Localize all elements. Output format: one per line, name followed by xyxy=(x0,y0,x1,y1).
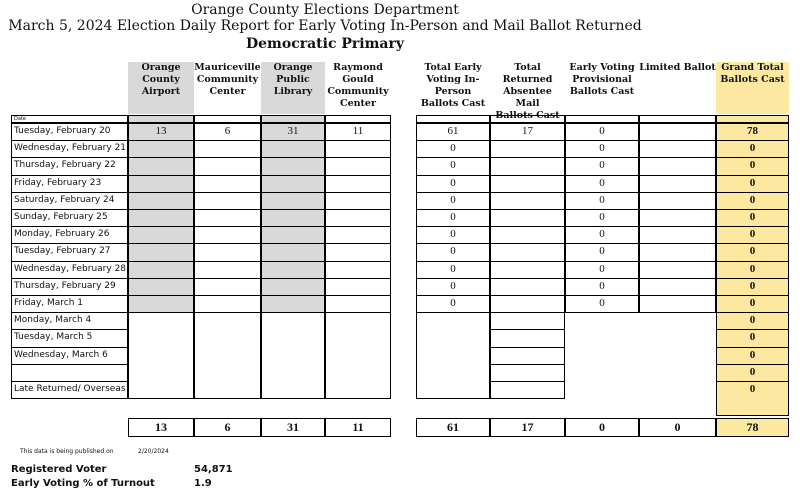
table-cell xyxy=(194,329,261,347)
table-cell: 0 xyxy=(716,192,789,210)
column-header: Limited Ballot xyxy=(639,62,716,73)
table-cell xyxy=(639,261,716,279)
turnout-value: 1.9 xyxy=(194,478,212,489)
column-header: Orange County Airport xyxy=(128,62,194,114)
table-cell: 0 xyxy=(565,226,639,244)
table-cell xyxy=(565,329,639,347)
table-cell xyxy=(639,364,716,382)
table-cell xyxy=(490,261,565,279)
table-cell xyxy=(325,278,391,296)
table-cell xyxy=(261,347,325,365)
total-cell: 11 xyxy=(325,418,391,437)
table-cell xyxy=(194,295,261,313)
table-cell xyxy=(194,278,261,296)
table-cell: 0 xyxy=(716,329,789,347)
table-cell: 0 xyxy=(565,209,639,227)
table-cell: 0 xyxy=(716,140,789,158)
row-date-label: Thursday, February 22 xyxy=(11,157,128,175)
table-cell xyxy=(194,209,261,227)
table-cell xyxy=(325,192,391,210)
table-cell: 0 xyxy=(716,226,789,244)
table-cell xyxy=(416,364,490,382)
table-cell xyxy=(261,364,325,382)
table-cell xyxy=(128,364,194,382)
total-cell: 61 xyxy=(416,418,490,437)
table-cell xyxy=(261,226,325,244)
table-cell xyxy=(194,192,261,210)
table-cell: 0 xyxy=(716,261,789,279)
table-cell xyxy=(261,209,325,227)
table-cell xyxy=(128,329,194,347)
column-header: Total Returned Absentee Mail Ballots Cast xyxy=(495,62,560,121)
table-cell xyxy=(261,243,325,261)
table-cell: 0 xyxy=(416,192,490,210)
table-cell: 0 xyxy=(416,243,490,261)
table-cell xyxy=(490,157,565,175)
department-title: Orange County Elections Department xyxy=(191,2,459,18)
header-spacer-cell xyxy=(490,115,565,123)
table-cell xyxy=(128,243,194,261)
table-cell xyxy=(325,157,391,175)
date-header: Date xyxy=(11,115,128,123)
header-spacer-cell xyxy=(639,115,716,123)
table-cell xyxy=(490,278,565,296)
totals-label-spacer xyxy=(11,418,128,437)
table-cell xyxy=(194,312,261,330)
table-cell xyxy=(325,140,391,158)
table-cell xyxy=(261,312,325,330)
total-cell: 13 xyxy=(128,418,194,437)
row-date-label: Thursday, February 29 xyxy=(11,278,128,296)
table-cell xyxy=(128,140,194,158)
table-cell xyxy=(639,347,716,365)
table-cell xyxy=(325,226,391,244)
table-cell: 13 xyxy=(128,123,194,141)
table-cell xyxy=(490,140,565,158)
table-cell xyxy=(639,329,716,347)
table-cell xyxy=(325,295,391,313)
table-cell: 0 xyxy=(416,175,490,193)
table-cell: 0 xyxy=(565,123,639,141)
table-cell xyxy=(261,329,325,347)
row-date-label: Friday, February 23 xyxy=(11,175,128,193)
row-date-label: Late Returned/ Overseas xyxy=(11,381,128,399)
table-cell xyxy=(490,175,565,193)
header-spacer-cell xyxy=(194,115,261,123)
table-cell xyxy=(639,243,716,261)
table-cell xyxy=(261,261,325,279)
row-date-label: Tuesday, February 20 xyxy=(11,123,128,141)
header-spacer-cell xyxy=(716,115,789,123)
table-cell xyxy=(490,347,565,365)
table-cell xyxy=(128,312,194,330)
table-cell xyxy=(194,261,261,279)
table-cell xyxy=(194,226,261,244)
table-cell xyxy=(325,347,391,365)
total-cell: 78 xyxy=(716,418,789,437)
table-cell: 0 xyxy=(716,312,789,330)
table-cell xyxy=(128,209,194,227)
row-date-label xyxy=(11,364,128,382)
table-cell xyxy=(128,261,194,279)
table-cell xyxy=(565,364,639,382)
registered-voter-value: 54,871 xyxy=(194,464,233,475)
table-cell: 0 xyxy=(716,209,789,227)
row-date-label: Tuesday, February 27 xyxy=(11,243,128,261)
table-cell xyxy=(194,140,261,158)
table-cell xyxy=(261,381,325,399)
total-cell: 17 xyxy=(490,418,565,437)
table-cell: 0 xyxy=(716,243,789,261)
table-cell: 0 xyxy=(416,278,490,296)
table-cell: 0 xyxy=(416,226,490,244)
table-cell xyxy=(325,175,391,193)
table-cell: 0 xyxy=(565,157,639,175)
table-cell xyxy=(194,347,261,365)
table-cell: 61 xyxy=(416,123,490,141)
table-cell: 0 xyxy=(416,140,490,158)
column-header: Mauriceville Community Center xyxy=(194,62,261,97)
table-cell xyxy=(416,381,490,399)
header-spacer-cell xyxy=(128,115,194,123)
table-cell: 0 xyxy=(565,261,639,279)
table-cell xyxy=(194,381,261,399)
table-cell xyxy=(128,381,194,399)
table-cell xyxy=(639,192,716,210)
table-cell: 0 xyxy=(565,243,639,261)
publish-note: This data is being published on xyxy=(20,448,114,455)
table-cell: 31 xyxy=(261,123,325,141)
total-cell: 6 xyxy=(194,418,261,437)
table-cell xyxy=(490,381,565,399)
table-cell xyxy=(639,381,716,399)
row-date-label: Tuesday, March 5 xyxy=(11,329,128,347)
table-cell xyxy=(128,347,194,365)
column-header: Raymond Gould Community Center xyxy=(327,62,389,109)
table-cell: 0 xyxy=(716,175,789,193)
table-cell xyxy=(565,312,639,330)
table-cell xyxy=(639,295,716,313)
header-spacer-cell xyxy=(565,115,639,123)
table-cell xyxy=(639,175,716,193)
table-cell: 0 xyxy=(716,295,789,313)
table-cell: 0 xyxy=(565,295,639,313)
table-cell xyxy=(416,347,490,365)
table-cell xyxy=(639,312,716,330)
table-cell xyxy=(128,192,194,210)
table-cell xyxy=(565,347,639,365)
table-cell xyxy=(639,157,716,175)
table-cell: 0 xyxy=(565,175,639,193)
header-spacer-cell xyxy=(261,115,325,123)
row-date-label: Wednesday, February 21 xyxy=(11,140,128,158)
table-cell: 0 xyxy=(416,261,490,279)
table-cell xyxy=(128,175,194,193)
table-cell xyxy=(639,123,716,141)
table-cell xyxy=(639,226,716,244)
column-header: Early Voting Provisional Ballots Cast xyxy=(569,62,635,97)
table-cell xyxy=(639,278,716,296)
table-cell: 17 xyxy=(490,123,565,141)
column-header: Grand Total Ballots Cast xyxy=(716,62,789,114)
table-cell xyxy=(128,157,194,175)
table-cell xyxy=(261,278,325,296)
table-cell xyxy=(261,157,325,175)
grand-total-spacer xyxy=(716,398,789,416)
row-date-label: Wednesday, February 28 xyxy=(11,261,128,279)
column-header: Orange Public Library xyxy=(261,62,325,114)
table-cell: 0 xyxy=(716,157,789,175)
table-cell xyxy=(490,209,565,227)
table-cell: 0 xyxy=(565,278,639,296)
table-cell xyxy=(261,295,325,313)
table-cell: 0 xyxy=(716,278,789,296)
table-cell xyxy=(325,243,391,261)
table-cell xyxy=(490,192,565,210)
table-cell xyxy=(194,364,261,382)
row-date-label: Wednesday, March 6 xyxy=(11,347,128,365)
table-cell xyxy=(490,243,565,261)
table-cell: 0 xyxy=(416,157,490,175)
table-cell xyxy=(325,209,391,227)
table-cell xyxy=(325,329,391,347)
table-cell: 0 xyxy=(716,347,789,365)
table-cell xyxy=(325,261,391,279)
table-cell xyxy=(490,312,565,330)
table-cell: 0 xyxy=(716,381,789,399)
publish-date: 2/20/2024 xyxy=(138,448,169,455)
table-cell xyxy=(490,295,565,313)
table-cell xyxy=(416,312,490,330)
table-cell: 0 xyxy=(565,192,639,210)
table-cell xyxy=(565,381,639,399)
table-cell: 11 xyxy=(325,123,391,141)
table-cell: 0 xyxy=(416,209,490,227)
table-cell: 6 xyxy=(194,123,261,141)
row-date-label: Saturday, February 24 xyxy=(11,192,128,210)
table-cell xyxy=(128,295,194,313)
table-cell xyxy=(128,278,194,296)
table-cell: 0 xyxy=(416,295,490,313)
row-date-label: Monday, February 26 xyxy=(11,226,128,244)
table-cell xyxy=(261,140,325,158)
header-spacer-cell xyxy=(416,115,490,123)
header-spacer-cell xyxy=(325,115,391,123)
registered-voter-label: Registered Voter xyxy=(11,464,107,475)
table-cell: 78 xyxy=(716,123,789,141)
table-cell xyxy=(639,140,716,158)
row-date-label: Friday, March 1 xyxy=(11,295,128,313)
primary-title: Democratic Primary xyxy=(246,36,404,52)
table-cell xyxy=(194,243,261,261)
total-cell: 31 xyxy=(261,418,325,437)
table-cell: 0 xyxy=(565,140,639,158)
table-cell xyxy=(128,226,194,244)
table-cell xyxy=(261,192,325,210)
table-cell xyxy=(490,329,565,347)
table-cell xyxy=(261,175,325,193)
total-cell: 0 xyxy=(639,418,716,437)
table-cell xyxy=(416,329,490,347)
table-cell xyxy=(325,381,391,399)
total-cell: 0 xyxy=(565,418,639,437)
table-cell xyxy=(490,364,565,382)
table-cell xyxy=(194,157,261,175)
table-cell xyxy=(490,226,565,244)
turnout-label: Early Voting % of Turnout xyxy=(11,478,155,489)
table-cell xyxy=(325,312,391,330)
table-cell xyxy=(325,364,391,382)
row-date-label: Sunday, February 25 xyxy=(11,209,128,227)
report-title: March 5, 2024 Election Daily Report for Early Voting In-Person and Mail Ballot Returned xyxy=(8,18,642,34)
table-cell xyxy=(639,209,716,227)
table-cell: 0 xyxy=(716,364,789,382)
table-cell xyxy=(194,175,261,193)
row-date-label: Monday, March 4 xyxy=(11,312,128,330)
column-header: Total Early Voting In- Person Ballots Cast xyxy=(420,62,486,109)
